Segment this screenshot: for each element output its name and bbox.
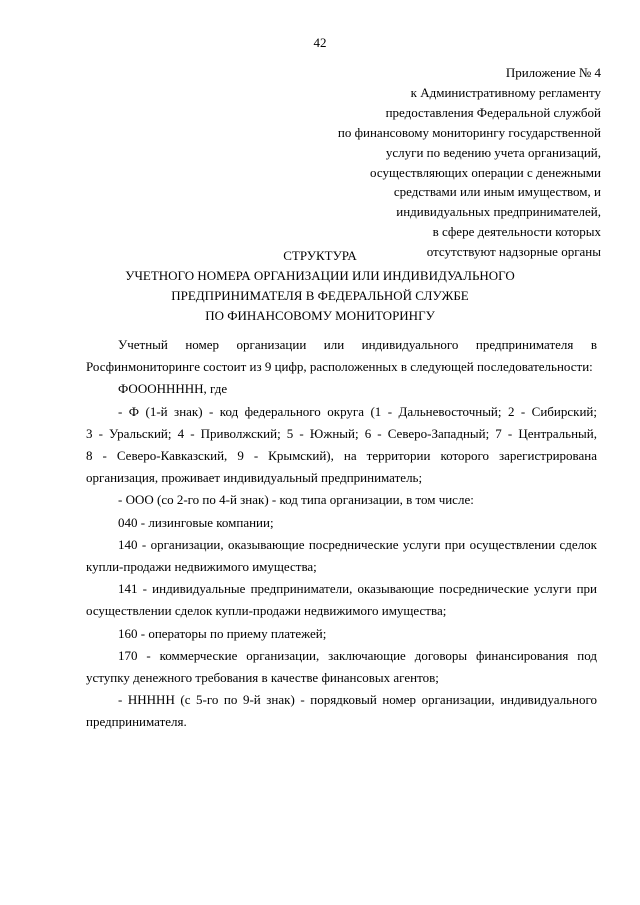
title-line: ПРЕДПРИНИМАТЕЛЯ В ФЕДЕРАЛЬНОЙ СЛУЖБЕ	[171, 288, 469, 303]
appendix-line: к Административному регламенту	[410, 84, 601, 100]
paragraph-line: 160 - операторы по приему платежей;	[118, 625, 327, 641]
paragraph-line: осуществлении сделок купли-продажи недвижимого имущества;	[86, 603, 447, 619]
paragraph-line: ФОООННННН, где	[118, 381, 228, 397]
appendix-line: средствами или иным имуществом, и	[393, 184, 601, 200]
document-body	[86, 334, 597, 734]
paragraph-line: предпринимателя.	[86, 714, 187, 730]
paragraph-line: - ООО (со 2-го по 4-й знак) - код типа организации, в том числе:	[118, 492, 474, 508]
document-title	[0, 246, 640, 326]
appendix-line: в сфере деятельности которых	[432, 224, 601, 240]
page-number: 42	[313, 35, 327, 50]
paragraph-line: 170 - коммерческие организации, заключающие договоры финансирования под	[118, 647, 597, 663]
appendix-line: предоставления Федеральной службой	[385, 104, 601, 120]
paragraph-line: организация, проживает индивидуальный предприниматель;	[86, 470, 423, 486]
appendix-line: отсутствуют надзорные органы	[426, 244, 601, 260]
paragraph-line: - Ф (1-й знак) - код федерального округа (1 - Дальневосточный; 2 - Сибирский;	[118, 403, 597, 419]
body-paragraph	[86, 623, 597, 645]
paragraph-line: Учетный номер организации или индивидуального предпринимателя в	[118, 337, 597, 352]
body-paragraph	[86, 512, 597, 534]
paragraph-line: - ННННН (с 5-го по 9-й знак) - порядковый номер организации, индивидуального	[118, 692, 597, 708]
body-paragraph	[86, 401, 597, 490]
body-paragraph	[86, 645, 597, 689]
appendix-line: Приложение № 4	[505, 65, 601, 80]
paragraph-line: 8 - Северо-Кавказский, 9 - Крымский), на территории которого зарегистрирована	[86, 448, 597, 464]
body-paragraph	[86, 334, 597, 378]
title-line: УЧЕТНОГО НОМЕРА ОРГАНИЗАЦИИ ИЛИ ИНДИВИДУАЛЬНОГО	[125, 268, 515, 283]
appendix-line: индивидуальных предпринимателей,	[396, 204, 601, 220]
title-line: ПО ФИНАНСОВОМУ МОНИТОРИНГУ	[205, 308, 435, 323]
paragraph-line: Росфинмониторинге состоит из 9 цифр, расположенных в следующей последовательности:	[86, 359, 593, 375]
body-paragraph	[86, 578, 597, 622]
body-paragraph	[86, 378, 597, 400]
body-paragraph	[86, 489, 597, 511]
body-paragraph	[86, 534, 597, 578]
title-line: СТРУКТУРА	[283, 248, 357, 263]
paragraph-line: 3 - Уральский; 4 - Приволжский; 5 - Южный; 6 - Северо-Западный; 7 - Центральный,	[86, 425, 597, 441]
paragraph-line: 141 - индивидуальные предприниматели, оказывающие посреднические услуги при	[118, 581, 597, 597]
paragraph-line: купли-продажи недвижимого имущества;	[86, 559, 317, 575]
paragraph-line: 040 - лизинговые компании;	[118, 514, 274, 530]
appendix-line: услуги по ведению учета организаций,	[385, 144, 601, 160]
appendix-header	[271, 63, 601, 262]
appendix-line: по финансовому мониторингу государственной	[337, 124, 601, 140]
appendix-line: осуществляющих операции с денежными	[370, 164, 601, 180]
paragraph-line: уступку денежного требования в качестве финансовых агентов;	[86, 670, 439, 686]
body-paragraph	[86, 689, 597, 733]
paragraph-line: 140 - организации, оказывающие посреднические услуги при осуществлении сделок	[118, 536, 597, 552]
